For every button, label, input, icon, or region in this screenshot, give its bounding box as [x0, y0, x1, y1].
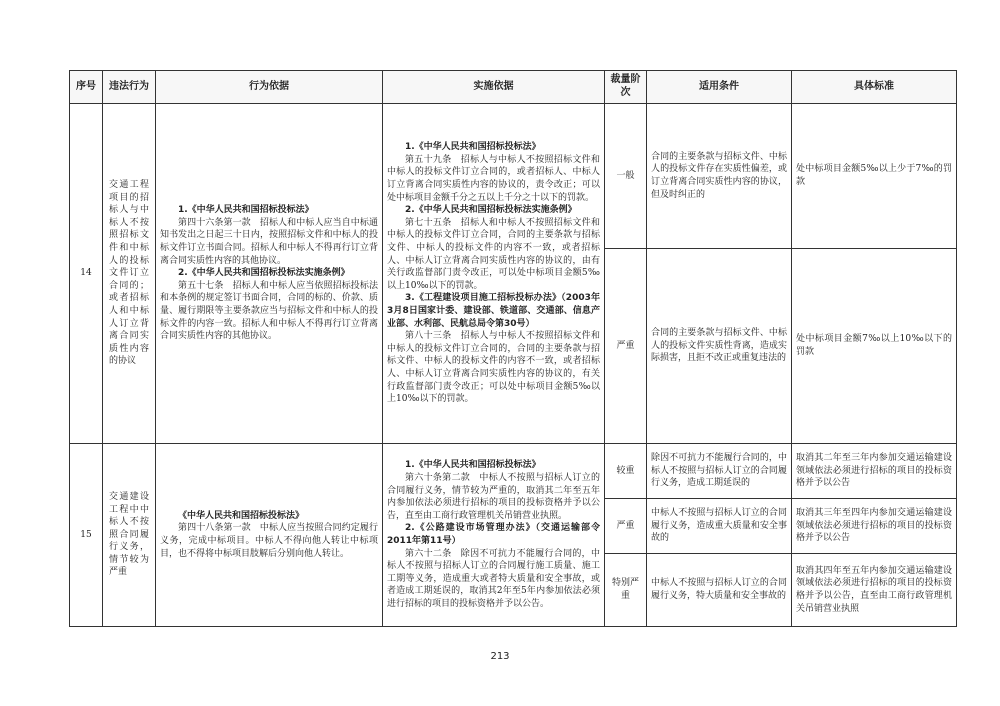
level-cell: 特别严重: [605, 554, 647, 627]
implementation-cell: [383, 444, 605, 627]
impl-text: 第七十五条 招标人和中标人不按照招标文件和中标人的投标文件订立合同，合同的主要条款与招标文件、中标人的投标文件的内容不一致，或者招标人、中标人订立背离合同实质性内容的协议的，由有关行政监督部门责令改正，可以处中标项目金额5‰以上10‰以下的罚款。: [387, 217, 600, 291]
impl-text: 第五十九条 招标人与中标人不按照招标文件和中标人的投标文件订立合同的，或者招标人、中标人订立背离合同实质性内容的协议的，责令改正；可以处中标项目金额千分之五以上千分之十以下的罚款。: [387, 154, 600, 203]
basis-cell: [156, 104, 383, 444]
implementation-cell: [383, 104, 605, 444]
header-level: 裁量阶次: [605, 71, 647, 104]
header-standard: 具体标准: [792, 71, 957, 104]
condition-cell: 合同的主要条款与招标文件、中标人的投标文件存在实质性偏差，或订立背离合同实质性内容的协议，但及时纠正的: [647, 104, 792, 249]
basis-text: 第四十八条第一款 中标人应当按照合同约定履行义务，完成中标项目。中标人不得向他人转让中标项目，也不得将中标项目肢解后分别向他人转让。: [160, 523, 378, 559]
header-violation: 违法行为: [103, 71, 156, 104]
impl-title: 3.《工程建设项目施工招标投标办法》（2003年3月8日国家计委、建设部、铁道部、交通部、信息产业部、水利部、民航总局令第30号）: [387, 293, 600, 329]
row-number: 14: [70, 104, 103, 444]
impl-text: 第六十二条 除因不可抗力不能履行合同的，中标人不按照与招标人订立的合同履行施工质量、施工工期等义务，造成重大或者特大质量和安全事故，或者造成工期延误的，取消其2年至5年内参加依法必须进行招标的项目的投标资格并予以公告。: [387, 548, 600, 609]
level-cell: 严重: [605, 499, 647, 554]
table-header-row: [70, 71, 957, 104]
table-row: [70, 104, 957, 249]
level-cell: 较重: [605, 444, 647, 499]
standard-cell: 取消其三年至四年内参加交通运输建设领域依法必须进行招标的项目的投标资格并予以公告: [792, 499, 957, 554]
basis-cell: [156, 444, 383, 627]
condition-cell: 中标人不按照与招标人订立的合同履行义务，特大质量和安全事故的: [647, 554, 792, 627]
impl-text: 第八十三条 招标人与中标人不按照招标文件和中标人的投标文件订立合同的，合同的主要条款与招标文件、中标人的投标文件的内容不一致，或者招标人、中标人订立背离合同实质性内容的协议的，有关行政监督部门责令改正；可以处中标项目金额5‰以上10‰以下的罚款。: [387, 331, 600, 405]
row-number: 15: [70, 444, 103, 627]
impl-title: 1.《中华人民共和国招标投标法》: [405, 142, 541, 153]
header-no: 序号: [70, 71, 103, 104]
standard-cell: 取消其四年至五年内参加交通运输建设领域依法必须进行招标的项目的投标资格并予以公告，直至由工商行政管理机关吊销营业执照: [792, 554, 957, 627]
basis-title: 《中华人民共和国招标投标法》: [178, 510, 305, 521]
basis-title: 1.《中华人民共和国招标投标法》: [178, 205, 314, 216]
basis-text: 第四十六条第一款 招标人和中标人应当自中标通知书发出之日起三十日内，按照招标文件和中标人的投标文件订立书面合同。招标人和中标人不得再行订立背离合同实质性内容的其他协议。: [160, 217, 378, 266]
header-basis: 行为依据: [156, 71, 383, 104]
level-cell: 严重: [605, 249, 647, 444]
impl-title: 1.《中华人民共和国招标投标法》: [405, 460, 541, 471]
level-cell: 一般: [605, 104, 647, 249]
header-condition: 适用条件: [647, 71, 792, 104]
impl-title: 2.《公路建设市场管理办法》（交通运输部令2011年第11号）: [387, 523, 600, 546]
condition-cell: 中标人不按照与招标人订立的合同履行义务，造成重大质量和安全事故的: [647, 499, 792, 554]
condition-cell: 除因不可抗力不能履行合同的，中标人不按照与招标人订立的合同履行义务，造成工期延误的: [647, 444, 792, 499]
standard-cell: 处中标项目金额7‰以上10‰以下的罚款: [792, 249, 957, 444]
header-implementation: 实施依据: [383, 71, 605, 104]
violation-cell: 交通建设工程中中标人不按照合同履行义务，情节较为严重: [103, 444, 156, 627]
standard-cell: 取消其二年至三年内参加交通运输建设领域依法必须进行招标的项目的投标资格并予以公告: [792, 444, 957, 499]
penalty-table: [69, 70, 957, 627]
basis-text: 第五十七条 招标人和中标人应当依照招标投标法和本条例的规定签订书面合同，合同的标的、价款、质量、履行期限等主要条款应当与招标文件和中标人的投标文件的内容一致。招标人和中标人不得再行订立背离合同实质性内容的其他协议。: [160, 280, 378, 342]
impl-text: 第六十条第二款 中标人不按照与招标人订立的合同履行义务，情节较为严重的，取消其二年至五年内参加依法必须进行招标的项目的投标资格并予以公告，直至由工商行政管理机关吊销营业执照。: [387, 473, 600, 521]
basis-title: 2.《中华人民共和国招标投标法实施条例》: [178, 268, 350, 279]
standard-cell: 处中标项目金额5‰以上少于7‰的罚款: [792, 104, 957, 249]
table-row: [70, 444, 957, 499]
condition-cell: 合同的主要条款与招标文件、中标人的投标文件实质性背离，造成实际损害，且拒不改正或重复违法的: [647, 249, 792, 444]
page-number: 213: [490, 651, 510, 662]
impl-title: 2.《中华人民共和国招标投标法实施条例》: [405, 205, 577, 216]
violation-cell: 交通工程项目的招标人与中标人不按照招标文件和中标人的投标文件订立合同的；或者招标人和中标人订立背离合同实质性内容的协议: [103, 104, 156, 444]
